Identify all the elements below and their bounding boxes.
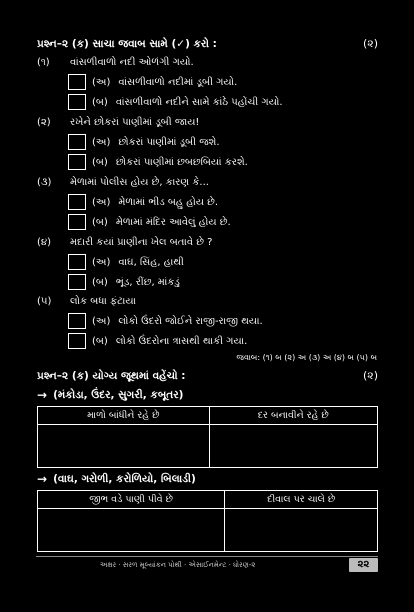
question-4 — [37, 237, 212, 248]
question-text: લોક બધા ફંટાયા — [70, 296, 137, 307]
checkbox[interactable] — [68, 214, 86, 230]
option-label: (બ) — [92, 335, 108, 347]
section2-title: પ્રશ્ન–૨ (ક) યોગ્ય જૂથમાં વહેંચો : — [37, 369, 186, 382]
option-text: લોકો ઉંદરો જોઈને રાજી-રાજી થયા. — [118, 315, 263, 327]
option-2a — [68, 134, 220, 150]
option-label: (અ) — [92, 196, 111, 208]
option-text: છોકરાં પાણીમાં છબછબિયાં કરશે. — [115, 156, 248, 168]
option-text: છોકરાં પાણીમાં ડૂબી જશે. — [118, 136, 220, 148]
answer-cell[interactable] — [225, 509, 378, 552]
question-number: (૧) — [37, 57, 50, 68]
option-1a — [68, 74, 237, 90]
checkbox[interactable] — [68, 254, 86, 270]
option-4b — [68, 274, 180, 290]
option-2b — [68, 154, 248, 170]
question-text: મેળામાં પોલીસ હોય છે, કારણ કે... — [70, 177, 209, 188]
option-label: (બ) — [92, 216, 108, 228]
question-number: (૩) — [37, 177, 52, 188]
option-3b — [68, 214, 231, 230]
option-label: (અ) — [92, 315, 111, 327]
word-list: (વાઘ, ગરોળી, કરોળિયો, બિલાડી) — [53, 472, 196, 485]
answer-cell[interactable] — [38, 425, 210, 468]
checkbox[interactable] — [68, 74, 86, 90]
checkbox[interactable] — [68, 194, 86, 210]
question-text: વાંસળીવાળો નદી ઓળંગી ગયો. — [70, 57, 194, 68]
option-3a — [68, 194, 218, 210]
question-1 — [37, 57, 194, 68]
option-5b — [68, 333, 247, 349]
question-2 — [37, 117, 199, 128]
option-label: (અ) — [92, 136, 111, 148]
answer-key: જવાબ: (૧) બ (૨) અ (૩) અ (૪) બ (૫) બ — [236, 353, 377, 362]
option-text: મેળામાં મંદિર આવેલું હોય છે. — [115, 216, 231, 228]
option-label: (અ) — [92, 256, 111, 268]
word-list: (મંકોડા, ઉંદર, સુગરી, કબૂતર) — [53, 388, 184, 401]
question-3 — [37, 177, 209, 188]
question-text: રખેને છોકરાં પાણીમાં ડૂબી જાય! — [70, 117, 200, 128]
option-text: વાંસળીવાળો નદીમાં ડૂબી ગયો. — [118, 76, 238, 88]
column-header: જીભ વડે પાણી પીવે છે — [38, 491, 225, 509]
question-number: (૪) — [37, 237, 52, 248]
checkbox[interactable] — [68, 154, 86, 170]
option-label: (બ) — [92, 276, 108, 288]
section1-marks: (૨) — [362, 37, 378, 50]
section1-header — [37, 37, 378, 51]
section2-marks: (૨) — [362, 369, 378, 382]
option-label: (બ) — [92, 156, 108, 168]
option-text: લોકો ઉંદરોના ત્રાસથી થાકી ગયા. — [115, 335, 248, 347]
question-text: મદારી કયાં પ્રાણીના ખેલ બતાવે છે ? — [70, 237, 213, 248]
section2-header — [37, 369, 378, 383]
option-4a — [68, 254, 184, 270]
checkbox[interactable] — [68, 274, 86, 290]
question-number: (૨) — [37, 117, 51, 128]
option-text: ભૂંડ, રીંછ, માંકડું — [115, 276, 180, 288]
sort-table-1 — [37, 406, 378, 468]
footer-divider — [36, 556, 378, 557]
checkbox[interactable] — [68, 313, 86, 329]
option-label: (અ) — [92, 76, 111, 88]
answer-cell[interactable] — [38, 509, 225, 552]
option-text: વાઘ, સિંહ, હાથી — [118, 256, 184, 268]
footer-text: અક્ષર · સરળ મૂલ્યાંકન પોથી · એસાઈનમેન્ટ · ધોરણ-૨ — [100, 561, 256, 569]
answer-cell[interactable] — [209, 425, 377, 468]
option-1b — [68, 94, 283, 110]
option-label: (બ) — [92, 96, 108, 108]
sort-table-2 — [37, 490, 378, 552]
checkbox[interactable] — [68, 333, 86, 349]
checkbox[interactable] — [68, 94, 86, 110]
word-group-2 — [37, 472, 196, 486]
option-text: મેળામાં ભીડ બહુ હોય છે. — [118, 196, 219, 208]
page-number: ૨૨ — [349, 558, 378, 572]
word-group-1 — [37, 388, 183, 402]
question-number: (૫) — [37, 296, 52, 307]
section1-title: પ્રશ્ન–૨ (ક) સાચા જવાબ સામે (✓) કરો : — [37, 37, 217, 50]
option-text: વાંસળીવાળો નદીને સામે કાંઠે પહોંચી ગયો. — [115, 96, 283, 108]
arrow-right-icon: → — [37, 388, 48, 402]
column-header: દર બનાવીને રહે છે — [209, 407, 377, 425]
option-5a — [68, 313, 263, 329]
column-header: માળો બાંધીને રહે છે — [38, 407, 210, 425]
question-5 — [37, 296, 136, 307]
column-header: દીવાલ પર ચાલે છે — [225, 491, 378, 509]
arrow-right-icon: → — [37, 472, 48, 486]
checkbox[interactable] — [68, 134, 86, 150]
